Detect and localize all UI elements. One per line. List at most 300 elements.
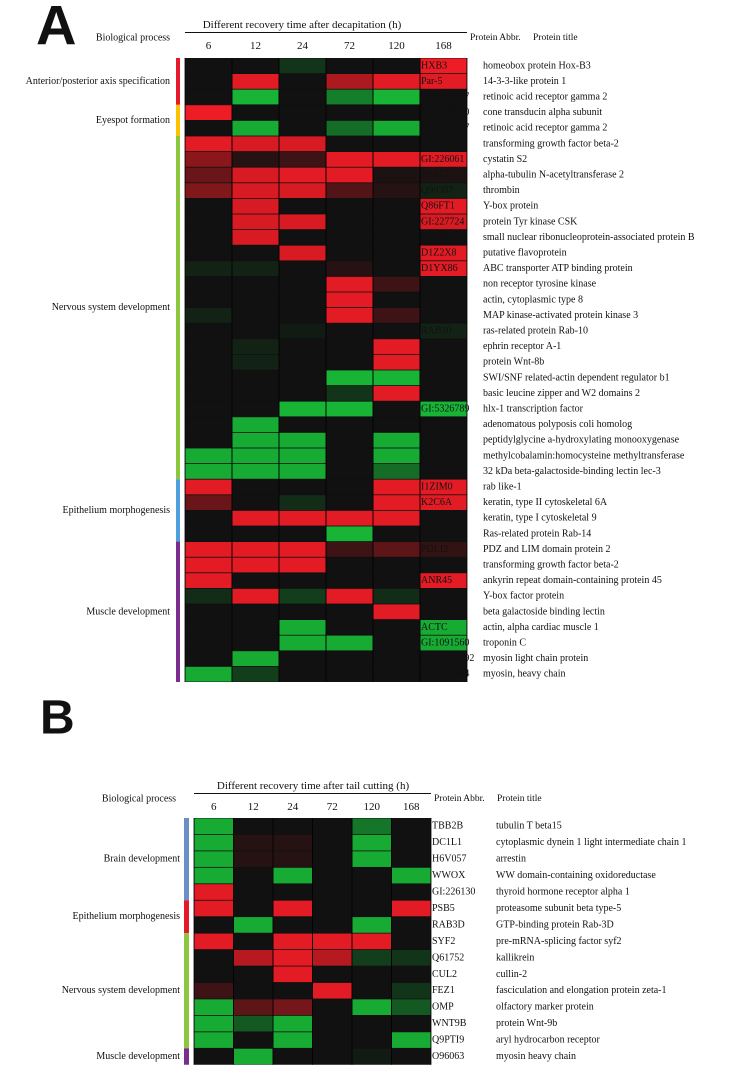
process-color-bar [176, 542, 180, 682]
heatmap-cell [279, 558, 325, 573]
heatmap-cell [352, 868, 391, 884]
protein-title: rab like-1 [483, 481, 522, 493]
biological-process-label: Brain development [103, 853, 180, 865]
heatmap-cell [392, 1016, 431, 1032]
heatmap-cell [185, 168, 231, 183]
heatmap-cell [234, 1032, 273, 1048]
heatmap-cell [273, 835, 312, 851]
heatmap-cell [373, 199, 419, 214]
heatmap-cell [326, 542, 372, 557]
heatmap-cell [234, 966, 273, 982]
heatmap-cell [185, 199, 231, 214]
protein-title: actin, cytoplasmic type 8 [483, 294, 583, 306]
heatmap-cell [326, 90, 372, 105]
heatmap-cell [232, 152, 278, 167]
heatmap-cell [232, 558, 278, 573]
heatmap-cell [194, 966, 233, 982]
protein-abbr: D1YX86 [421, 263, 458, 275]
heatmap-cell [326, 183, 372, 198]
heatmap-cell [185, 355, 231, 370]
protein-abbr: PDLI2 [421, 543, 449, 555]
heatmap-cell [326, 651, 372, 666]
heatmap-cell [373, 277, 419, 292]
heatmap-cell [392, 983, 431, 999]
biological-process-label: Epithelium morphogenesis [72, 911, 180, 923]
heatmap-cell [194, 868, 233, 884]
protein-title-header: Protein title [497, 794, 542, 804]
heatmap-cell [185, 433, 231, 448]
protein-abbr: RAB14 [421, 528, 452, 540]
heatmap-cell [232, 121, 278, 136]
heatmap-cell [326, 402, 372, 417]
biological-process-label: Nervous system development [61, 985, 180, 997]
time-column-label: 24 [287, 801, 299, 813]
heatmap-cell [185, 511, 231, 526]
protein-abbr: GI:361563 [421, 606, 465, 618]
heatmap-cell [234, 983, 273, 999]
heatmap-cell [279, 589, 325, 604]
biological-process-label: Epithelium morphogenesis [62, 504, 170, 516]
heatmap-cell [232, 495, 278, 510]
heatmap-cell [326, 168, 372, 183]
heatmap-cell [392, 1032, 431, 1048]
protein-abbr: BZW2 [421, 387, 449, 399]
heatmap-cell [185, 121, 231, 136]
heatmap-cell [185, 214, 231, 229]
time-column-label: 24 [297, 40, 308, 52]
heatmap-cell [373, 511, 419, 526]
heatmap-cell [194, 1016, 233, 1032]
heatmap-cell [232, 324, 278, 339]
protein-title: thrombin [483, 185, 520, 197]
heatmap-cell [326, 152, 372, 167]
protein-abbr: Q86FT1 [421, 200, 455, 212]
protein-title: ephrin receptor A-1 [483, 341, 562, 353]
protein-title: retinoic acid receptor gamma 2 [483, 91, 608, 103]
protein-abbr: RAB3D [432, 919, 465, 931]
heatmap-cell [234, 1049, 273, 1065]
heatmap-cell [273, 884, 312, 900]
protein-title: ras-related protein Rab-10 [483, 325, 588, 337]
heatmap-cell [373, 355, 419, 370]
heatmap-cell [273, 851, 312, 867]
protein-title: cone transducin alpha subunit [483, 107, 603, 119]
protein-title: thyroid hormone receptor alpha 1 [496, 886, 630, 898]
protein-abbr: O96063 [432, 1051, 465, 1063]
heatmap-cell [185, 448, 231, 463]
biological-process-header: Biological process [95, 32, 171, 44]
heatmap-cell [326, 136, 372, 151]
heatmap-cell [185, 105, 231, 120]
heatmap-cell [194, 999, 233, 1015]
protein-title: Y-box factor protein [483, 590, 565, 602]
heatmap-cell [373, 105, 419, 120]
protein-title: putative flavoprotein [483, 247, 567, 259]
heatmap-cell [313, 999, 352, 1015]
heatmap-cell [373, 152, 419, 167]
heatmap-cell [352, 983, 391, 999]
heatmap-cell [279, 230, 325, 245]
heatmap-cell [234, 868, 273, 884]
protein-title: actin, alpha cardiac muscle 1 [483, 621, 599, 633]
heatmap-cell [373, 386, 419, 401]
heatmap-cell [279, 464, 325, 479]
protein-title: 14-3-3-like protein 1 [483, 75, 567, 87]
heatmap-cell [232, 464, 278, 479]
heatmap-cell [352, 851, 391, 867]
heatmap-cell [392, 934, 431, 950]
heatmap-cell [232, 620, 278, 635]
heatmap-cell [279, 448, 325, 463]
biological-process-label: Muscle development [96, 1051, 180, 1063]
heatmap-cell [194, 934, 233, 950]
heatmap-cell [273, 999, 312, 1015]
heatmap-cell [273, 966, 312, 982]
protein-abbr: A4V6J7 [421, 590, 455, 602]
protein-title: retinoic acid receptor gamma 2 [483, 122, 608, 134]
heatmap-cell [352, 950, 391, 966]
protein-title: myosin, heavy chain [483, 668, 566, 680]
heatmap-cell [326, 558, 372, 573]
heatmap-cell [313, 818, 352, 834]
protein-title: olfactory marker protein [496, 1001, 594, 1013]
heatmap-cell [279, 620, 325, 635]
heatmap-cell [392, 851, 431, 867]
heatmap-cell [326, 433, 372, 448]
heatmap-cell [373, 183, 419, 198]
heatmap-cell [326, 74, 372, 89]
protein-title: GTP-binding protein Rab-3D [496, 919, 614, 931]
heatmap-cell [326, 480, 372, 495]
heatmap-cell [326, 355, 372, 370]
heatmap-cell [373, 370, 419, 385]
heatmap-cell [279, 324, 325, 339]
protein-abbr: GI:8895467 [421, 91, 470, 103]
heatmap-cell [232, 168, 278, 183]
heatmap-cell [232, 261, 278, 276]
time-column-label: 72 [326, 801, 338, 813]
heatmap-cell [232, 58, 278, 73]
heatmap-cell [194, 917, 233, 933]
heatmap-cell [326, 604, 372, 619]
heatmap-cell [326, 417, 372, 432]
panel-label: A [36, 0, 77, 57]
heatmap-cell [279, 183, 325, 198]
protein-title: hlx-1 transcription factor [483, 403, 583, 415]
heatmap-cell [326, 370, 372, 385]
heatmap-cell [273, 1032, 312, 1048]
heatmap-cell [185, 417, 231, 432]
heatmap-cell [185, 183, 231, 198]
heatmap-cell [313, 950, 352, 966]
panel-label: B [40, 691, 75, 745]
protein-title: SWI/SNF related-actin dependent regulator b1 [483, 372, 670, 384]
time-column-label: 12 [247, 801, 259, 813]
protein-abbr: GI:227724 [421, 216, 465, 228]
biological-process-label: Nervous system development [51, 302, 170, 314]
protein-title: keratin, type II cytoskeletal 6A [483, 497, 608, 509]
heatmap-cell [313, 901, 352, 917]
time-column-label: 168 [435, 40, 452, 52]
protein-title: protein Tyr kinase CSK [483, 216, 578, 228]
heatmap-cell [313, 966, 352, 982]
heatmap-cell [373, 214, 419, 229]
protein-abbr: WWOX [432, 870, 466, 882]
heatmap-cell [279, 651, 325, 666]
heatmap-cell [326, 324, 372, 339]
heatmap-cell [279, 105, 325, 120]
heatmap-cell [185, 386, 231, 401]
heatmap-cell [273, 917, 312, 933]
heatmap-cell [392, 818, 431, 834]
protein-abbr: H6V057 [432, 853, 467, 865]
heatmap-cell [373, 495, 419, 510]
heatmap-cell [373, 464, 419, 479]
heatmap-cell [194, 950, 233, 966]
heatmap-cell [313, 1049, 352, 1065]
protein-abbr: K2C6A [421, 497, 453, 509]
protein-title: fasciculation and elongation protein zeta-1 [496, 985, 667, 997]
heatmap-cell [373, 261, 419, 276]
heatmap-cell [232, 511, 278, 526]
heatmap-cell [373, 433, 419, 448]
protein-abbr: GI:5326789 [421, 403, 470, 415]
heatmap-cell [194, 884, 233, 900]
heatmap-cell [313, 917, 352, 933]
heatmap-cell [194, 851, 233, 867]
protein-abbr: ACT8 [421, 294, 446, 306]
heatmap-cell [273, 1016, 312, 1032]
heatmap-cell [373, 636, 419, 651]
heatmap-cell [185, 480, 231, 495]
heatmap-cell [185, 542, 231, 557]
protein-abbr: I1ZIM0 [421, 481, 453, 493]
heatmap-cell [352, 1032, 391, 1048]
protein-abbr: GI:1091560 [421, 637, 470, 649]
heatmap-cell [326, 620, 372, 635]
heatmap-cell [326, 573, 372, 588]
heatmap-cell [185, 604, 231, 619]
heatmap-cell [326, 667, 372, 682]
heatmap-cell [373, 292, 419, 307]
protein-title: Y-box protein [483, 200, 539, 212]
heatmap-cell [352, 966, 391, 982]
heatmap-cell [273, 950, 312, 966]
protein-title: homeobox protein Hox-B3 [483, 60, 591, 72]
heatmap-cell [279, 121, 325, 136]
process-color-bar [176, 58, 180, 105]
biological-process-label: Eyespot formation [95, 114, 170, 126]
heatmap-cell [373, 58, 419, 73]
heatmap-cell [279, 199, 325, 214]
protein-abbr: ACTC [421, 621, 448, 633]
protein-abbr: SNF5 [421, 372, 445, 384]
heatmap-cell [232, 292, 278, 307]
protein-title: MAP kinase-activated protein kinase 3 [483, 309, 639, 321]
heatmap-cell [273, 934, 312, 950]
heatmap-cell [373, 74, 419, 89]
protein-title: WW domain-containing oxidoreductase [496, 870, 656, 882]
protein-title: transforming growth factor beta-2 [483, 559, 619, 571]
heatmap-cell [232, 589, 278, 604]
heatmap-cell [232, 386, 278, 401]
heatmap-cell [185, 402, 231, 417]
heatmap-cell [194, 818, 233, 834]
heatmap-cell [279, 542, 325, 557]
heatmap-cell [392, 901, 431, 917]
heatmap-cell [392, 950, 431, 966]
heatmap-cell [232, 230, 278, 245]
heatmap-cell [392, 884, 431, 900]
heatmap-cell [279, 402, 325, 417]
heatmap-cell [279, 339, 325, 354]
protein-title: ABC transporter ATP binding protein [483, 263, 633, 275]
time-column-label: 72 [344, 40, 355, 52]
heatmap-cell [352, 1049, 391, 1065]
heatmap-cell [232, 480, 278, 495]
process-color-bar [176, 136, 180, 479]
heatmap-cell [234, 901, 273, 917]
heatmap-cell [392, 835, 431, 851]
heatmap-cell [313, 884, 352, 900]
heatmap-cell [232, 355, 278, 370]
heatmap-cell [234, 1016, 273, 1032]
process-color-bar [184, 818, 189, 900]
heatmap-cell [185, 620, 231, 635]
heatmap-cell [185, 464, 231, 479]
process-color-bar [184, 1048, 189, 1064]
heatmap-cell [373, 589, 419, 604]
heatmap-cell [232, 214, 278, 229]
protein-abbr: APC [421, 419, 441, 431]
heatmap-cell [373, 620, 419, 635]
heatmap-cell [232, 604, 278, 619]
heatmap-cell [234, 934, 273, 950]
heatmap-cell [279, 636, 325, 651]
heatmap-cell [373, 246, 419, 261]
heatmap-cell [232, 74, 278, 89]
heatmap-cell [373, 339, 419, 354]
heatmap-cell [232, 433, 278, 448]
heatmap-cell [326, 636, 372, 651]
heatmap-cell [232, 277, 278, 292]
heatmap-cell [273, 901, 312, 917]
heatmap-cell [279, 526, 325, 541]
heatmap-cell [185, 277, 231, 292]
heatmap-cell [373, 168, 419, 183]
heatmap-cell [232, 542, 278, 557]
protein-title: protein Wnt-8b [483, 356, 545, 368]
heatmap-cell [392, 917, 431, 933]
protein-title: myosin light chain protein [483, 653, 589, 665]
protein-abbr: DC1L1 [432, 837, 462, 849]
heatmap-cell [279, 511, 325, 526]
heatmap-cell [279, 246, 325, 261]
protein-abbr: ANR45 [421, 575, 453, 587]
heatmap-cell [352, 1016, 391, 1032]
heatmap-cell [185, 589, 231, 604]
protein-title: aryl hydrocarbon receptor [496, 1034, 600, 1046]
heatmap-cell [326, 339, 372, 354]
protein-abbr-header: Protein Abbr. [434, 794, 485, 804]
heatmap-cell [326, 464, 372, 479]
heatmap-cell [185, 261, 231, 276]
protein-abbr: WNT9B [432, 1018, 467, 1030]
heatmap-cell [373, 308, 419, 323]
protein-abbr: GI:8895467 [421, 122, 470, 134]
protein-abbr: WNT8B [421, 356, 456, 368]
protein-abbr: Par-5 [421, 75, 443, 87]
protein-title: adenomatous polyposis coli homolog [483, 419, 633, 431]
heatmap-cell [352, 901, 391, 917]
heatmap-cell [326, 58, 372, 73]
heatmap-cell [234, 818, 273, 834]
heatmap-cell [373, 417, 419, 432]
heatmap-cell [194, 1049, 233, 1065]
heatmap-cell [232, 651, 278, 666]
heatmap-cell [185, 324, 231, 339]
protein-title: pre-mRNA-splicing factor syf2 [496, 935, 622, 947]
heatmap-cell [313, 1032, 352, 1048]
protein-abbr: CUL2 [432, 968, 457, 980]
heatmap-cell [352, 835, 391, 851]
protein-abbr: Q90387 [421, 185, 454, 197]
time-column-label: 120 [363, 801, 380, 813]
heatmap-cell [279, 417, 325, 432]
heatmap-cell [392, 999, 431, 1015]
heatmap-cell [279, 433, 325, 448]
heatmap-cell [279, 573, 325, 588]
protein-abbr: OMP [432, 1001, 454, 1013]
heatmap-cell [326, 214, 372, 229]
heatmap-cell [373, 604, 419, 619]
heatmap-cell [273, 1049, 312, 1065]
heatmap-cell [232, 105, 278, 120]
heatmap-cell [373, 667, 419, 682]
protein-abbr: LEC3 [421, 465, 445, 477]
heatmap-cell [234, 999, 273, 1015]
heatmap-cell [279, 308, 325, 323]
heatmap-cell [279, 292, 325, 307]
heatmap-cell [232, 339, 278, 354]
recovery-time-title: Different recovery time after decapitation (h) [202, 19, 402, 31]
heatmap-cell [194, 835, 233, 851]
protein-title: myosin heavy chain [496, 1051, 576, 1063]
heatmap-cell [326, 230, 372, 245]
heatmap-cell [326, 308, 372, 323]
protein-abbr: TBB2B [432, 820, 464, 832]
heatmap-cell [273, 983, 312, 999]
protein-abbr: O76158 [421, 278, 454, 290]
heatmap-cell [326, 511, 372, 526]
protein-abbr: GI:3789980 [421, 107, 470, 119]
heatmap-cell [234, 917, 273, 933]
heatmap-cell [326, 589, 372, 604]
protein-abbr: GI:226130 [432, 886, 476, 898]
heatmap-cell [352, 917, 391, 933]
heatmap-cell [279, 214, 325, 229]
time-column-label: 120 [388, 40, 405, 52]
heatmap-cell [279, 152, 325, 167]
biological-process-header: Biological process [101, 793, 177, 805]
heatmap-cell [279, 168, 325, 183]
heatmap-cell [232, 636, 278, 651]
protein-abbr: GI:31367792 [421, 653, 475, 665]
time-column-label: 6 [211, 801, 217, 813]
heatmap-cell [313, 851, 352, 867]
heatmap-cell [194, 983, 233, 999]
heatmap-cell [185, 339, 231, 354]
